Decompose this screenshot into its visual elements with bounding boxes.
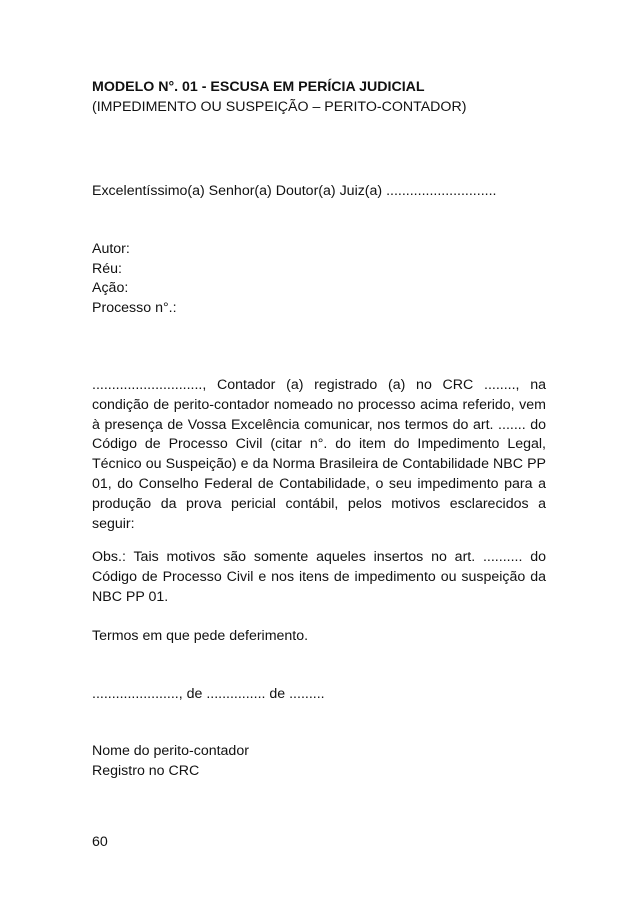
field-autor: Autor: <box>92 241 130 257</box>
signature-block <box>92 742 249 781</box>
body-paragraph: ............................, Contador (a) registrado (a) no CRC ........, na condição de perito-contador nomeado no processo acima referido, vem à presença de Vossa Excelência comunicar, nos termos do art. ....... do Código de Processo Civil (citar n°. do item do Impedimento Legal, Técnico ou Suspeição) e da Norma Brasileira de Contabilidade NBC PP 01, do Conselho Federal de Contabilidade, o seu impedimento para a produção da prova pericial contábil, pelos motivos esclarecidos a seguir: <box>92 377 546 532</box>
observation-paragraph: Obs.: Tais motivos são somente aqueles insertos no art. .......... do Código de Processo Civil e nos itens de impedimento ou suspeição da NBC PP 01. <box>92 549 546 605</box>
date-line: ......................, de ............... de ......... <box>92 686 325 702</box>
field-processo: Processo n°.: <box>92 299 177 316</box>
case-fields <box>92 240 177 318</box>
field-reu: Réu: <box>92 260 122 277</box>
document-content <box>92 78 546 779</box>
field-acao: Ação: <box>92 280 129 297</box>
closing-line: Termos em que pede deferimento. <box>92 628 309 644</box>
addressee-line: Excelentíssimo(a) Senhor(a) Doutor(a) Juiz(a) ............................ <box>92 183 497 199</box>
document-subtitle: (IMPEDIMENTO OU SUSPEIÇÃO – PERITO-CONTADOR) <box>92 98 467 115</box>
signature-registry: Registro no CRC <box>92 762 200 779</box>
document-title: MODELO N°. 01 - ESCUSA EM PERÍCIA JUDICIAL <box>92 79 425 95</box>
page-number: 60 <box>92 834 108 850</box>
signature-name: Nome do perito-contador <box>92 743 249 759</box>
